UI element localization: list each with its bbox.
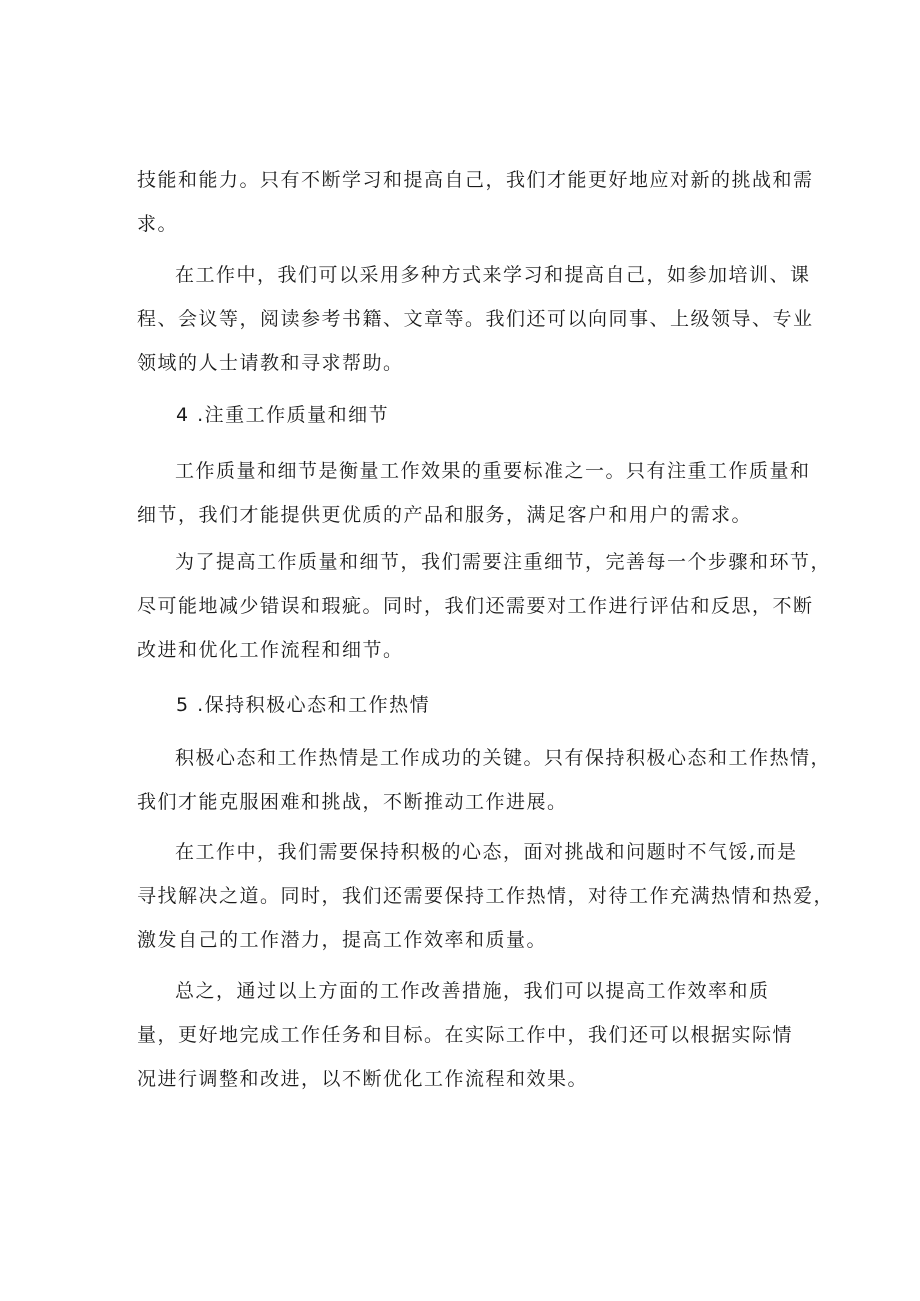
paragraph-conclusion bbox=[137, 969, 802, 1101]
paragraph-attitude-importance bbox=[137, 736, 832, 824]
text-line: 寻找解决之道。同时，我们还需要保持工作热情，对待工作充满热情和热爱， bbox=[137, 885, 835, 907]
text-line: 改进和优化工作流程和细节。 bbox=[137, 639, 404, 661]
text-line: 为了提高工作质量和细节，我们需要注重细节，完善每一个步骤和环节， bbox=[175, 551, 832, 573]
text-line: 程、会议等，阅读参考书籍、文章等。我们还可以向同事、上级领导、专业 bbox=[137, 308, 814, 330]
text-line: 在工作中，我们可以采用多种方式来学习和提高自己，如参加培训、课 bbox=[175, 264, 811, 286]
text-line: 求。 bbox=[137, 213, 179, 235]
section-heading-attitude: 5 .保持积极心态和工作热情 bbox=[176, 694, 431, 716]
text-line: 激发自己的工作潜力，提高工作效率和质量。 bbox=[137, 929, 548, 951]
section-heading-quality: 4 .注重工作质量和细节 bbox=[176, 404, 390, 426]
text-line: 积极心态和工作热情是工作成功的关键。只有保持积极心态和工作热情， bbox=[175, 747, 832, 769]
text-line: 细节，我们才能提供更优质的产品和服务，满足客户和用户的需求。 bbox=[137, 504, 753, 526]
text-line: 在工作中，我们需要保持积极的心态，面对挑战和问题时不气馁,而是 bbox=[175, 841, 798, 863]
text-line: 尽可能地减少错误和瑕疵。同时，我们还需要对工作进行评估和反思，不断 bbox=[137, 595, 814, 617]
text-line: 总之，通过以上方面的工作改善措施，我们可以提高工作效率和质 bbox=[175, 980, 770, 1002]
text-line: 我们才能克服困难和挑战，不断推动工作进展。 bbox=[137, 791, 568, 813]
paragraph-quality-importance bbox=[137, 449, 811, 537]
text-line: 技能和能力。只有不断学习和提高自己，我们才能更好地应对新的挑战和需 bbox=[137, 169, 814, 191]
paragraph-skills-continuation bbox=[137, 158, 814, 246]
text-line: 领域的人士请教和寻求帮助。 bbox=[137, 352, 404, 374]
text-line: 工作质量和细节是衡量工作效果的重要标准之一。只有注重工作质量和 bbox=[175, 460, 811, 482]
paragraph-attitude-practice bbox=[137, 830, 835, 962]
text-line: 况进行调整和改进，以不断优化工作流程和效果。 bbox=[137, 1068, 589, 1090]
text-line: 量，更好地完成工作任务和目标。在实际工作中，我们还可以根据实际情 bbox=[137, 1024, 794, 1046]
paragraph-quality-improvement bbox=[137, 540, 832, 672]
paragraph-learning-methods bbox=[137, 253, 814, 385]
